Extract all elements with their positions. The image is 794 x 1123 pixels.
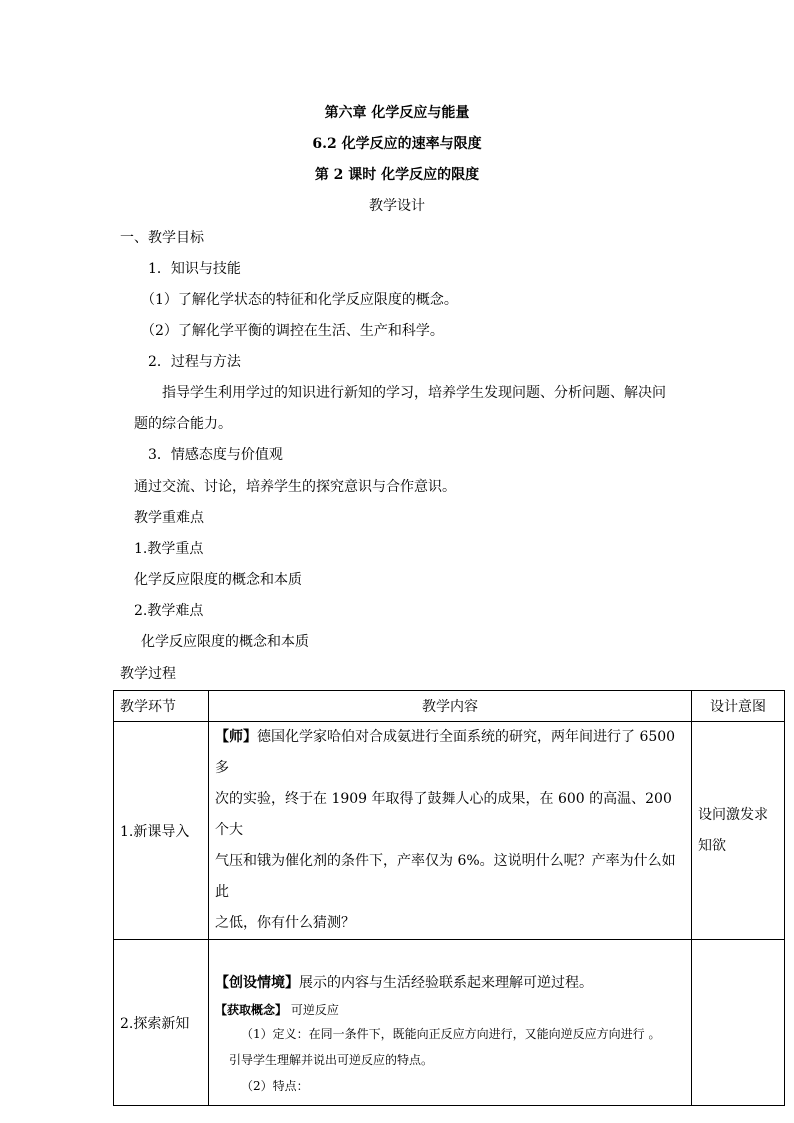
intent-cell: [692, 940, 785, 1106]
content-text: 可逆反应: [287, 1003, 339, 1017]
stage-cell: 1.新课导入: [114, 722, 209, 940]
process-heading: 教学过程: [120, 666, 176, 682]
key-point-text: 化学反应限度的概念和本质: [134, 572, 302, 588]
content-cell: [209, 940, 692, 1106]
chapter-title: 第六章 化学反应与能量: [324, 105, 470, 121]
concept-tag: 【获取概念】: [215, 1003, 288, 1017]
objectives-heading: 一、教学目标: [120, 230, 204, 246]
definition-line: （1）定义：在同一条件下，既能向正反应方向进行，又能向逆反应方向进行 。: [241, 1027, 661, 1041]
lesson-title: 第 2 课时 化学反应的限度: [314, 167, 480, 183]
column-header-content: 教学内容: [209, 691, 692, 722]
difficulty-text: 化学反应限度的概念和本质: [141, 634, 309, 650]
emotion-heading: 3．情感态度与价值观: [148, 447, 283, 463]
guide-line: 引导学生理解并说出可逆反应的特点。: [229, 1053, 434, 1067]
stage-cell: 2.探索新知: [114, 940, 209, 1106]
lesson-process-table: [113, 690, 785, 1106]
content-line: [215, 722, 685, 784]
content-cell: [209, 722, 692, 940]
content-line: [215, 999, 685, 1021]
table-header-row: [114, 691, 785, 722]
knowledge-heading: 1．知识与技能: [148, 261, 241, 277]
keypoints-heading: 教学重难点: [134, 510, 204, 526]
section-title: 6.2 化学反应的速率与限度: [312, 136, 482, 152]
process-method-heading: 2．过程与方法: [148, 354, 241, 370]
teacher-tag: 【师】: [215, 729, 257, 745]
column-header-intent: 设计意图: [692, 691, 785, 722]
intent-line: 知欲: [698, 837, 726, 854]
table-row: [114, 722, 785, 940]
intent-cell: [692, 722, 785, 940]
feature-line: （2）特点：: [241, 1079, 309, 1093]
content-text: 展示的内容与生活经验联系起来理解可逆过程。: [299, 975, 593, 991]
content-line: 气压和锇为催化剂的条件下，产率仅为 6%。这说明什么呢？产率为什么如此: [215, 853, 676, 900]
column-header-stage: 教学环节: [114, 691, 209, 722]
intent-line: 设问激发求: [698, 806, 768, 823]
key-point-heading: 1.教学重点: [134, 541, 204, 557]
knowledge-item-2: （2）了解化学平衡的调控在生活、生产和科学。: [141, 323, 444, 339]
content-line: [215, 968, 685, 999]
knowledge-item-1: （1）了解化学状态的特征和化学反应限度的概念。: [141, 292, 458, 308]
process-method-line-1: 指导学生利用学过的知识进行新知的学习，培养学生发现问题、分析问题、解决问: [162, 385, 666, 401]
scenario-tag: 【创设情境】: [215, 975, 299, 991]
table-row: [114, 940, 785, 1106]
content-line: 次的实验，终于在 1909 年取得了鼓舞人心的成果，在 600 的高温、200 个大: [215, 791, 672, 838]
document-type: 教学设计: [369, 198, 425, 214]
emotion-text: 通过交流、讨论，培养学生的探究意识与合作意识。: [134, 479, 456, 495]
process-method-line-2: 题的综合能力。: [134, 416, 232, 432]
content-line: 之低，你有什么猜测？: [215, 915, 355, 931]
content-text: 德国化学家哈伯对合成氨进行全面系统的研究，两年间进行了 6500 多: [215, 729, 676, 776]
difficulty-heading: 2.教学难点: [134, 603, 204, 619]
